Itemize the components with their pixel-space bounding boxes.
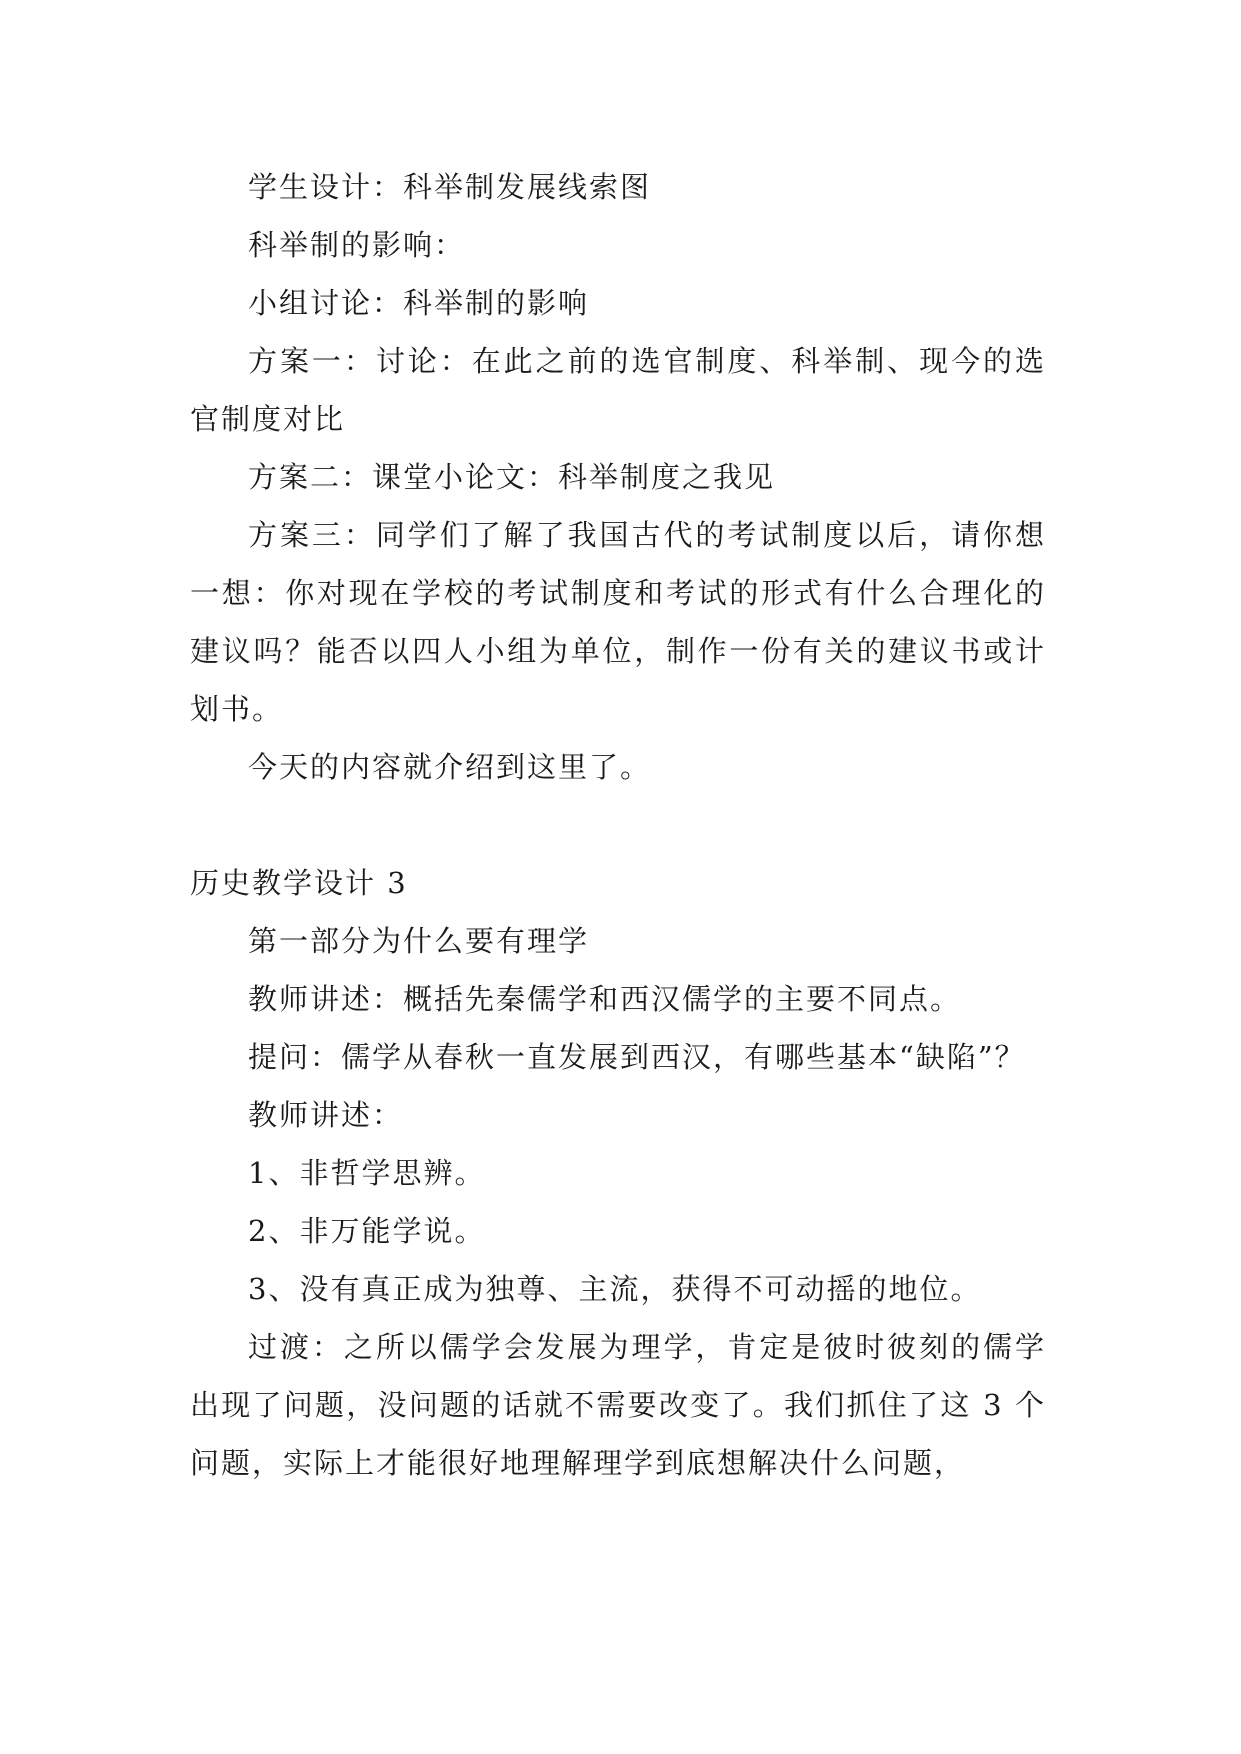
paragraph: 方案三：同学们了解了我国古代的考试制度以后，请你想一想：你对现在学校的考试制度和考试的形式有什么合理化的建议吗？能否以四人小组为单位，制作一份有关的建议书或计划书。: [190, 518, 1046, 726]
list-item: 1、非哲学思辨。: [248, 1156, 486, 1190]
paragraph: 方案二：课堂小论文：科举制度之我见: [248, 460, 776, 494]
document-body: [190, 158, 1046, 1492]
paragraph: 第一部分为什么要有理学: [248, 924, 590, 958]
paragraph: 提问：儒学从春秋一直发展到西汉，有哪些基本“缺陷”？: [248, 1040, 1026, 1074]
paragraph: 小组讨论：科举制的影响: [248, 286, 590, 320]
section-title: 历史教学设计 3: [190, 866, 408, 900]
list-item: 3、没有真正成为独尊、主流，获得不可动摇的地位。: [248, 1272, 982, 1306]
paragraph: 教师讲述：概括先秦儒学和西汉儒学的主要不同点。: [248, 982, 962, 1016]
paragraph: 过渡：之所以儒学会发展为理学，肯定是彼时彼刻的儒学出现了问题，没问题的话就不需要改变了。我们抓住了这 3 个问题，实际上才能很好地理解理学到底想解决什么问题，: [190, 1330, 1046, 1480]
paragraph: 学生设计：科举制发展线索图: [248, 170, 652, 204]
paragraph: 今天的内容就介绍到这里了。: [248, 750, 652, 784]
paragraph: 科举制的影响：: [248, 228, 466, 262]
paragraph: 方案一：讨论：在此之前的选官制度、科举制、现今的选官制度对比: [190, 344, 1046, 436]
list-item: 2、非万能学说。: [248, 1214, 486, 1248]
paragraph: 教师讲述：: [248, 1098, 404, 1132]
